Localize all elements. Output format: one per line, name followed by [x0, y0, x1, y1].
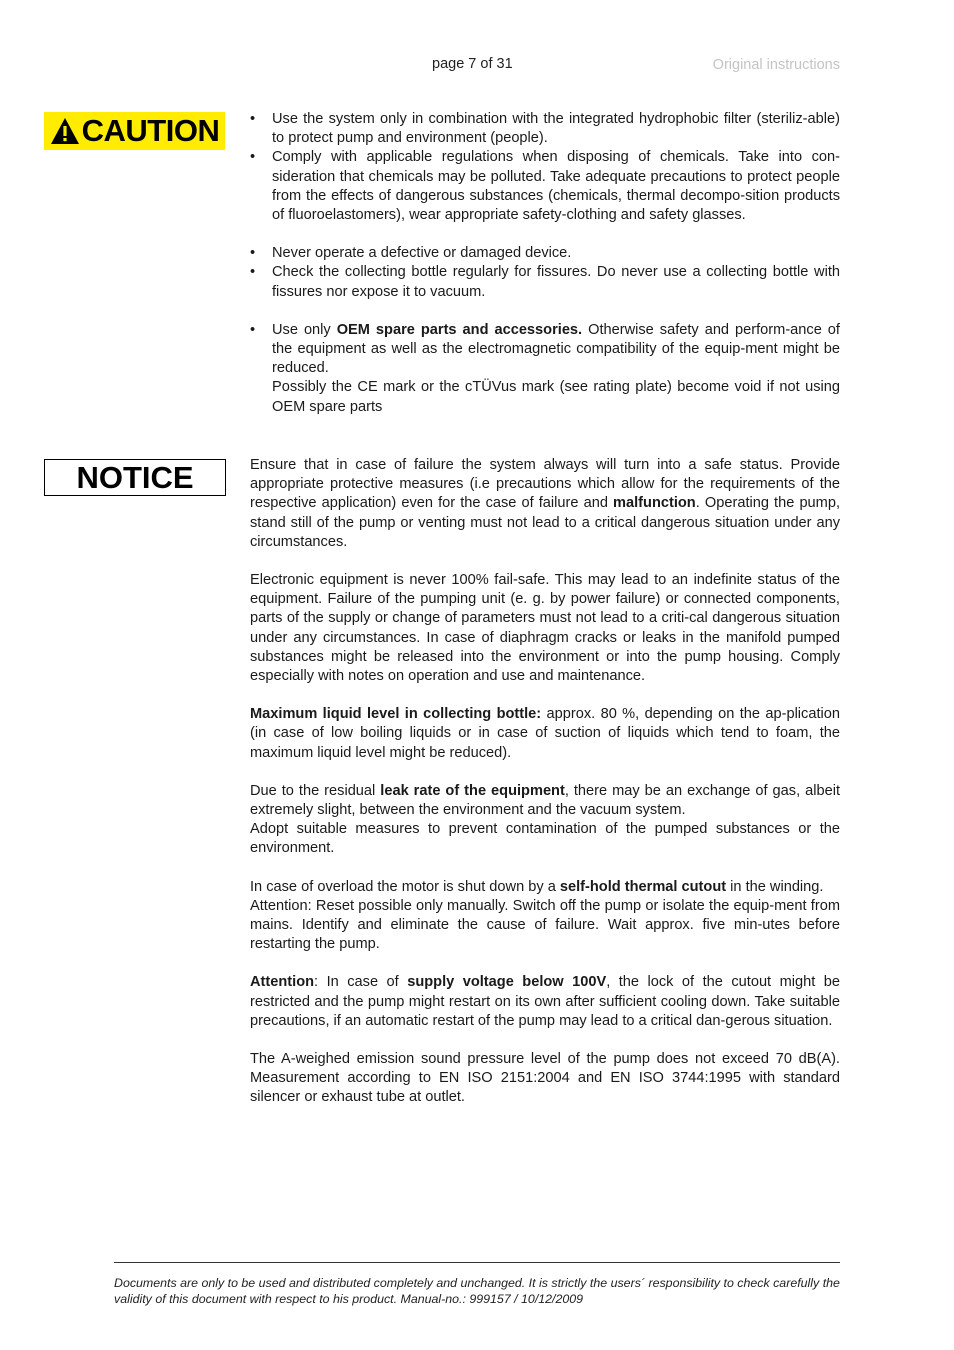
- bullet-text: Use the system only in combination with the integrated hydrophobic filter (steriliz-able) to protect pump and environment (people).: [272, 111, 840, 147]
- bullet-text: Check the collecting bottle regularly for fissures. Do never use a collecting bottle with fissures nor expose it to vacuum.: [272, 264, 840, 300]
- oem-text: Use only OEM spare parts and accessories. Otherwise safety and perform-ance of the equipment as well as the electromagnetic compatibility of the equip-ment might be reduced.: [272, 321, 840, 377]
- paragraph-liquid-level: Maximum liquid level in collecting bottle: approx. 80 %, depending on the ap-plication (in case of low boiling liquids or in case of suction of liquids which tend to foam, the maximum liquid level might be reduced).: [250, 706, 840, 761]
- warning-triangle-icon: [50, 117, 80, 145]
- paragraph-voltage: Attention: In case of supply voltage below 100V, the lock of the cutout might be restricted and the pump might restart on its own after sufficient cooling down. Take suitable precautions, if an automatic restart of the pump may lead to a critical dan-gerous situation.: [250, 974, 840, 1029]
- paragraph-sound: The A-weighed emission sound pressure level of the pump does not exceed 70 dB(A). Measurement according to EN ISO 2151:2004 and EN ISO 3744:1995 with standard silencer or exhaust tube at outlet.: [250, 1051, 840, 1106]
- list-item: [250, 244, 840, 263]
- notice-label: NOTICE: [76, 459, 194, 495]
- bullet-text: Never operate a defective or damaged device.: [272, 245, 572, 262]
- bullet-marker: •: [250, 149, 256, 166]
- page-number: page 7 of 31: [432, 56, 513, 72]
- list-item-oem: [250, 321, 840, 417]
- notice-badge: [44, 459, 226, 496]
- list-item: [250, 263, 840, 301]
- paragraph-safe-status: Ensure that in case of failure the system always will turn into a safe status. Provide appropriate protective measures (i.e precautions which allow for the requirements of the respective application) even for the case of failure and malfunction. Operating the pump, stand still of the pump or venting must not lead to a critical dangerous situation under any circumstances.: [250, 457, 840, 550]
- bullet-marker: •: [250, 264, 256, 281]
- footer-divider: [114, 1262, 840, 1263]
- caution-list: [250, 110, 840, 417]
- footer-disclaimer: Documents are only to be used and distributed completely and unchanged. It is strictly the users´ responsibility to check carefully the validity of this document with respect to his product. Manual-no.: 999157 / 10/12/2009: [114, 1276, 840, 1306]
- notice-text: [250, 456, 840, 1108]
- oem-note: Possibly the CE mark or the cTÜVus mark (see rating plate) become void if not using OEM spare parts: [272, 379, 840, 415]
- list-item: [250, 110, 840, 148]
- bullet-text: Comply with applicable regulations when disposing of chemicals. Take into con-sideration that chemicals may be polluted. Take adequate precautions to protect people from the effects of dangerous substances (chemicals, thermal decompo-sition products of fluoroelastomers), wear appropriate safety-clothing and safety glasses.: [272, 149, 840, 224]
- paragraph-electronic: Electronic equipment is never 100% fail-safe. This may lead to an indefinite status of the equipment. Failure of the pumping unit (e. g. by power failure) or connected components, parts of the supply or change of parameters must not lead to a criti-cal dangerous situation under any circumstances. In case of diaphragm cracks or leaks in the manifold pumped substances might be released into the environment or into the pump housing. Comply especially with notes on operation and use and maintenance.: [250, 572, 840, 685]
- paragraph-leak-rate: Due to the residual leak rate of the equipment, there may be an exchange of gas, albeit extremely slight, between the environment and the vacuum system. Adopt suitable measures to prevent contamination of the pumped substances or the environment.: [250, 782, 840, 857]
- bullet-marker: •: [250, 111, 256, 127]
- bullet-marker: •: [250, 321, 256, 338]
- bullet-marker: •: [250, 245, 256, 262]
- document-type-label: Original instructions: [712, 57, 840, 73]
- caution-badge: [44, 112, 225, 150]
- list-item: [250, 148, 840, 225]
- caution-label: CAUTION: [81, 113, 220, 148]
- paragraph-overload: In case of overload the motor is shut down by a self-hold thermal cutout in the winding. Attention: Reset possible only manually. Switch off the pump or isolate the equip-ment from mains. Identify and eliminate the cause of failure. Wait approx. five min-utes before restarting the pump.: [250, 878, 840, 953]
